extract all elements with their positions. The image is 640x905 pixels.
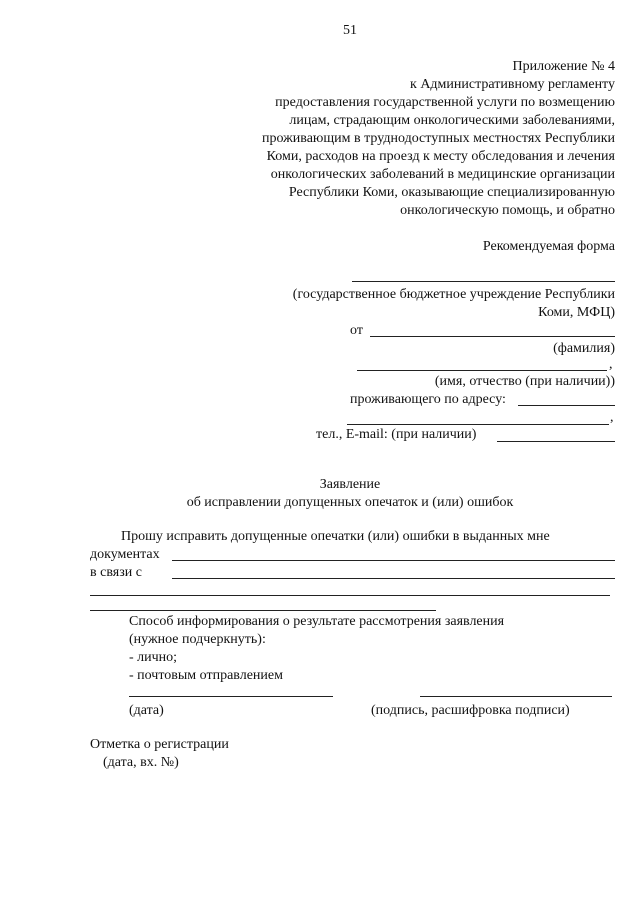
surname-field[interactable] (370, 336, 615, 337)
address-field[interactable] (518, 405, 615, 406)
from-label: от (350, 323, 363, 338)
reason-field[interactable] (172, 578, 615, 579)
address-field-2[interactable] (347, 424, 609, 425)
document-title: Заявление (319, 477, 381, 492)
institution-caption: Коми, МФЦ) (538, 305, 615, 320)
appendix-line: Коми, расходов на проезд к месту обследования и лечения (266, 149, 615, 164)
address-field-comma: , (610, 410, 614, 425)
appendix-line: Республики Коми, оказывающие специализированную (288, 185, 615, 200)
appendix-line: онкологическую помощь, и обратно (400, 203, 615, 218)
registration-label: Отметка о регистрации (90, 737, 229, 752)
document-subtitle: об исправлении допущенных опечаток и (или) ошибок (186, 495, 514, 510)
signature-field[interactable] (420, 696, 612, 697)
page-number: 51 (343, 23, 357, 38)
notification-option-post[interactable]: - почтовым отправлением (129, 668, 283, 683)
reason-field-2[interactable] (90, 595, 610, 596)
documents-field[interactable] (172, 560, 615, 561)
notification-hint: (нужное подчеркнуть): (129, 632, 266, 647)
appendix-line: предоставления государственной услуги по возмещению (275, 95, 615, 110)
address-label: проживающего по адресу: (350, 392, 506, 407)
registration-caption: (дата, вх. №) (103, 755, 179, 770)
appendix-line: к Административному регламенту (410, 77, 615, 92)
appendix-line: лицам, страдающим онкологическими заболеваниями, (289, 113, 615, 128)
request-text: Прошу исправить допущенные опечатки (или) ошибки в выданных мне (121, 529, 550, 544)
contacts-field[interactable] (497, 441, 615, 442)
reason-label: в связи с (90, 565, 142, 580)
date-field[interactable] (129, 696, 333, 697)
notification-option-in-person[interactable]: - лично; (129, 650, 178, 665)
institution-caption: (государственное бюджетное учреждение Республики (292, 287, 615, 302)
documents-label: документах (90, 547, 160, 562)
reason-field-3[interactable] (90, 610, 436, 611)
name-caption: (имя, отчество (при наличии)) (434, 374, 615, 389)
name-field[interactable] (357, 370, 607, 371)
institution-field[interactable] (352, 281, 615, 282)
recommended-form-label: Рекомендуемая форма (482, 239, 615, 254)
signature-caption: (подпись, расшифровка подписи) (371, 703, 570, 718)
contacts-label: тел., E-mail: (при наличии) (316, 427, 477, 442)
surname-caption: (фамилия) (553, 341, 615, 356)
appendix-line: онкологических заболеваний в медицинские организации (270, 167, 615, 182)
appendix-line: Приложение № 4 (512, 59, 615, 74)
appendix-line: проживающим в труднодоступных местностях Республики (261, 131, 615, 146)
notification-heading: Способ информирования о результате рассмотрения заявления (129, 614, 505, 629)
name-field-comma: , (609, 357, 613, 372)
date-caption: (дата) (129, 703, 164, 718)
